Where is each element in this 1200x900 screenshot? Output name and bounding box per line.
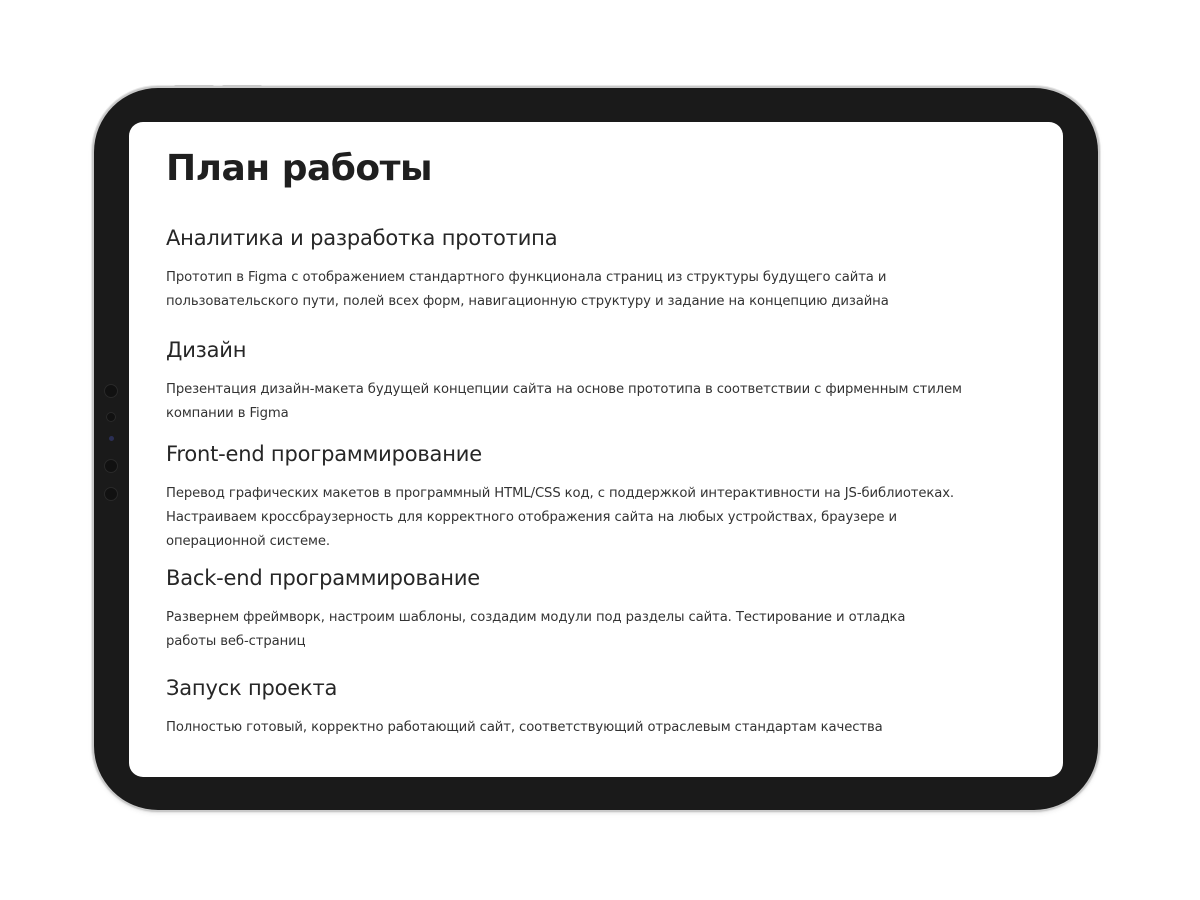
section-frontend: [166, 440, 966, 554]
section-description: [166, 716, 966, 740]
tablet-screen: [129, 122, 1063, 777]
description-line: Прототип в Figma с отображением стандартного функционала страниц из структуры будущего сайта и: [166, 270, 887, 285]
sensor-dot-icon: [104, 487, 118, 501]
work-plan-content: [166, 148, 966, 740]
section-title: Back-end программирование: [166, 566, 480, 590]
section-backend: [166, 564, 966, 654]
section-design: [166, 336, 966, 426]
description-line: Полностью готовый, корректно работающий сайт, соответствующий отраслевым стандартам качества: [166, 720, 883, 735]
section-title: Дизайн: [166, 338, 247, 362]
volume-up-button: [174, 85, 214, 88]
description-line: компании в Figma: [166, 406, 289, 421]
section-description: [166, 606, 966, 654]
section-title: Front-end программирование: [166, 442, 482, 466]
description-line: операционной системе.: [166, 534, 330, 549]
section-title: Запуск проекта: [166, 676, 338, 700]
section-description: [166, 378, 966, 426]
volume-down-button: [222, 85, 262, 88]
description-line: работы веб-страниц: [166, 634, 306, 649]
sensor-dot-icon: [104, 384, 118, 398]
section-title: Аналитика и разработка прототипа: [166, 226, 558, 250]
description-line: Развернем фреймворк, настроим шаблоны, создадим модули под разделы сайта. Тестирование и отладка: [166, 610, 906, 625]
camera-lens-icon: [109, 436, 114, 441]
page-title: План работы: [166, 148, 433, 189]
description-line: Презентация дизайн-макета будущей концепции сайта на основе прототипа в соответствии с фирменным стилем: [166, 382, 962, 397]
section-description: [166, 266, 966, 314]
tablet-device-frame: [94, 88, 1098, 810]
sensor-dot-icon: [106, 412, 116, 422]
description-line: пользовательского пути, полей всех форм, навигационную структуру и задание на концепцию дизайна: [166, 294, 889, 309]
camera-cluster: [102, 384, 120, 515]
section-analytics: [166, 224, 966, 314]
sensor-dot-icon: [104, 459, 118, 473]
description-line: Настраиваем кроссбраузерность для корректного отображения сайта на любых устройствах, браузере и: [166, 510, 897, 525]
section-description: [166, 482, 966, 554]
section-launch: [166, 674, 966, 740]
description-line: Перевод графических макетов в программный HTML/CSS код, с поддержкой интерактивности на JS-библиотеках.: [166, 486, 955, 501]
